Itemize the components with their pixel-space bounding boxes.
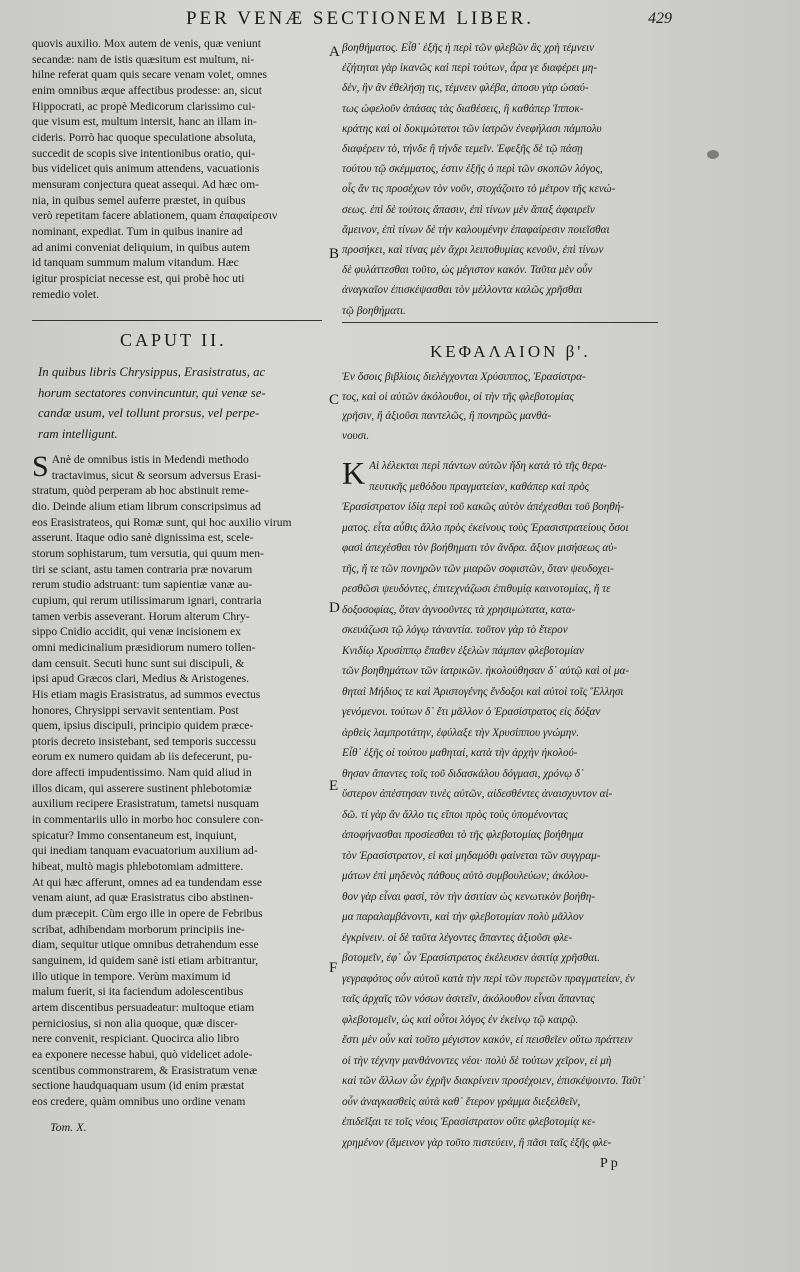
text-line: hibeat, multò magis phlebotomiam admittere. <box>32 860 244 874</box>
text-line: θον γὰρ εἶναι φασί, τὸν τὴν ἀσιτίαν ὡς κενωτικὸν βοήθη- <box>342 890 595 903</box>
text-line: nominant, expediat. Tum in quibus inanire ad <box>32 224 243 238</box>
text-line: tiri se sciant, astu tamen contraria præ novarum <box>32 562 253 576</box>
text-line: bus videlicet quis animum attendens, vacuationis <box>32 162 260 176</box>
chapter-title: CAPUT II. <box>120 330 227 350</box>
text-line: diam, sequitur utique omnibus detrahendum esse <box>32 938 259 952</box>
text-line: dore affecti impudentissimo. Nam quid aliud in <box>32 766 252 780</box>
text-line: remedio volet. <box>32 287 99 301</box>
text-line: ἀποφήνασθαι προσίεσθαι τὸ τῆς φλεβοτομίας βοήθημα <box>342 829 584 841</box>
text-line: πευτικῆς μεθόδου πραγματείαν, καθάπερ καὶ πρὸς <box>369 480 590 493</box>
chapter-summary <box>38 362 320 444</box>
text-line: Αὶ λέλεκται περὶ πάντων αὐτῶν ἤδη κατὰ τὸ τῆς θερα- <box>369 460 607 472</box>
text-line: tractavimus, sicut & seorsum adversus Erasi- <box>51 468 261 482</box>
text-line: χρῆσιν, ἢ ἀξιοῦσι παντελῶς, ἢ πονηρῶς μανθά- <box>342 410 552 423</box>
text-line: storum sophistarum, tum versutia, qui quum men- <box>32 546 264 560</box>
text-line: τούτου τῷ σκέμματος, ἐστιν ἑξῆς ὁ περὶ τῶν σκοπῶν λόγος, <box>342 163 603 176</box>
text-line: His etiam magis Erasistratus, ad summos evectus <box>32 687 261 701</box>
page-number: 429 <box>648 10 672 27</box>
greek-body <box>342 456 668 1153</box>
text-line: illo utique in tempore. Verùm maximum id <box>32 969 231 983</box>
text-line: sanguinem, id quidem sanè isti etiam arbitrantur, <box>32 954 259 967</box>
text-line: ἐπιδεῖξαι τε τοῖς νέοις Ἐρασίστρατον οὔτε φλεβοτομίᾳ κε- <box>342 1116 596 1128</box>
text-line: igitur prospiciat necesse est, qui probè hoc uti <box>32 271 245 285</box>
text-line: ματος. εἶτα αὖθις ἄλλο πρὸς ἐκείνους τοὺς Ἐρασιστρατείους ὅσοι <box>342 521 629 534</box>
text-line: φασὶ ἀπεχέσθαι τὸν βοήθηματι τὸν ἄνδρα. ἄξιον μισήσεως αὐ- <box>342 542 618 554</box>
text-line: θηταὶ Μήδιος τε καὶ Ἀριστογένης ἔνδοξοι καὶ αὐτοὶ τοῖς Ἕλλησι <box>342 685 624 698</box>
margin-letter: A <box>329 44 340 60</box>
text-line: οἱ τὴν τέχνην μανθάνοντες νέοι· πολὺ δὲ τούτων χεῖρον, εἰ μὴ <box>342 1054 612 1067</box>
text-line: ἐζήτηται γὰρ ἱκανῶς καὶ περὶ τούτων, ἆρα γε διαφέρει μη- <box>342 62 597 75</box>
text-line: scentibus commonstrarem, & Erasistratum venæ <box>32 1063 258 1077</box>
text-line: ἄμεινον, ἐπὶ τίνων δὲ τὴν καλουμένην ἐπαφαίρεσιν ποιεῖσθαι <box>342 223 610 236</box>
text-line: σεως. ἐπὶ δὲ τούτοις ἅπασιν, ἐπὶ τίνων μὲν ἅπαξ ἀφαιρεῖν <box>342 203 595 216</box>
section-divider <box>32 320 322 321</box>
text-line: id tanquam summum malum vitandum. Hæc <box>32 256 239 270</box>
text-line: sippo Cnidio accidit, qui venæ incisionem ex <box>32 625 241 639</box>
text-line: nere convenit, respiciant. Quocirca alio libro <box>32 1032 239 1046</box>
text-line: ἐγκρίνειν. οἱ δὲ ταῦτα λέγοντες ἅπαντες ἀξιοῦσι φλε- <box>342 931 573 944</box>
text-line: hilne referat quam quis secare venam volet, omnes <box>32 68 268 82</box>
text-line: horum sectatores convincuntur, qui venæ se- <box>38 385 266 400</box>
paper-stain <box>707 150 719 159</box>
text-line: Κνιδίῳ Χρυσίππῳ ἔπαθεν ἐξελὼν πάμπαν φλεβοτομίαν <box>342 644 584 657</box>
text-line: spicatur? Immo consentaneum est, inquiunt, <box>32 828 237 842</box>
text-line: succedit de scopis sive intentionibus oratio, qui- <box>32 146 256 160</box>
text-line: In quibus libris Chrysippus, Erasistratus, ac <box>38 365 266 379</box>
text-line: οὖν ἀναγκασθεὶς αὐτὰ καθ᾽ ἕτερον γράμμα διεξελθεῖν, <box>342 1095 581 1108</box>
text-line: scribat, adhibendam morborum principiis ine- <box>32 922 245 936</box>
text-line: stratum, quòd perperam ab hoc abstinuit reme- <box>32 484 249 498</box>
text-line: οἷς ἄν τις προσέχων τὸν νοῦν, στοχάζοιτο τὸ μέτρον τῆς κενώ- <box>342 183 616 196</box>
text-line: candæ usum, vel tollunt prorsus, vel perpe- <box>38 406 260 420</box>
text-line: cupium, qui rerum utilissimarum ignari, contraria <box>32 593 262 607</box>
text-line: τος, καὶ οἱ αὐτῶν ἀκόλουθοι, οἱ τὴν τῆς φλεβοτομίας <box>342 390 575 403</box>
drop-cap: Κ <box>342 455 366 491</box>
text-line: asserunt. Itaque odio sanè dignissima est, scele- <box>32 531 254 545</box>
text-line: ρεσθῶσι ψευδόντες, ἐπιτεχνάζωσι ἐπιθυμίᾳ καινοτομίας, ἥ τε <box>342 583 611 595</box>
text-line: eos credere, quàm omnibus uno ordine venam <box>32 1094 246 1108</box>
text-line: ἀρθεὶς λαμπροτάτην, ἐφύλαξε τὴν Χρυσίππου γνώμην. <box>342 726 580 739</box>
text-line: ipsi apud Græcos clari, Medius & Aristogenes. <box>32 672 250 686</box>
tome-footer: Tom. X. <box>50 1120 87 1134</box>
text-line: dam censuit. Secuti hunc sunt sui discipuli, & <box>32 656 245 670</box>
text-line: ἔστι μὲν οὖν καὶ τοῦτο μέγιστον κακόν, εἰ πεισθεῖεν οὕτω πράττειν <box>342 1034 633 1046</box>
text-line: honores, Chrysippi servavit sententiam. Post <box>32 703 239 717</box>
text-line: ptoris decreto insistebant, sed temporis successu <box>32 734 257 748</box>
text-line: καὶ τῶν ἄλλων ὧν ἐχρῆν διακρίνειν προσέχοιεν, ἐπισκέψοιντο. Ταῦτ᾽ <box>342 1075 646 1087</box>
text-line: βοηθήματος. Εἶθ᾽ ἑξῆς ἡ περὶ τῶν φλεβῶν ἃς χρὴ τέμνειν <box>342 42 595 54</box>
text-line: δὲν, ἣν ἂν ἐθελήσῃ τις, τέμνειν φλέβα, ἀποσυ γὰρ ὡσαύ- <box>342 82 589 95</box>
text-line: Anè de omnibus istis in Medendi methodo <box>51 453 249 466</box>
text-line: tamen verbis asseverant. Horum alterum Chry- <box>32 609 250 623</box>
text-line: ὕστερον ἀπέστησαν τινὲς αὐτῶν, αἰδεσθέντες ἀναισχυντον αἰ- <box>342 788 613 800</box>
text-line: νουσι. <box>342 429 370 442</box>
text-line: omni medicinalium præsidiorum numero tollen- <box>32 640 256 654</box>
greek-top-paragraph <box>342 38 668 321</box>
text-line: Ἐν ὅσοις βιβλίοις διελέγχονται Χρύσιππος, Ἐρασίστρα- <box>342 371 586 383</box>
margin-letter: B <box>329 246 340 262</box>
margin-letter: E <box>329 778 339 794</box>
text-line: dum præcepit. Cùm ergo ille in opere de Febribus <box>32 907 263 921</box>
margin-letter: C <box>329 392 340 408</box>
text-line: μάτων ἐπὶ μηδενὸς πάθους αὐτὸ συμβουλεύων; ἀκόλου- <box>342 870 589 882</box>
text-line: dio. Deinde alium etiam librum conscripsimus ad <box>32 499 261 513</box>
text-line: in commentariis ullo in morbo hoc consulere con- <box>32 813 264 827</box>
text-line: enim omnibus æque affectibus prodesse: an, sicut <box>32 83 263 97</box>
text-line: ad animi conveniat deliquium, in quibus autem <box>32 240 250 254</box>
text-line: τὸν Ἐρασίστρατον, εἰ καὶ μηδαμόθι φαίνεται τῶν συγγραμ- <box>342 849 601 862</box>
text-line: cideris. Porrò hac quoque speculatione absoluta, <box>32 130 256 144</box>
text-line: ταῖς ἀρχαῖς τῶν νόσων ἀσιτεῖν, ἀκόλουθον εἶναι ἅπαντας <box>342 993 595 1005</box>
text-line: τως ὠφελοῦν ἁπάσας τὰς διαθέσεις, ἢ καθάπερ Ἱπποκ- <box>342 102 584 115</box>
margin-letter: F <box>329 960 338 976</box>
text-line: eos Erasistrateos, qui Romæ sunt, qui hoc auxilio virum <box>32 515 292 529</box>
chapter-title-greek: ΚΕΦΑΛΑΙΟΝ β'. <box>430 342 591 361</box>
text-line: sectione haudquaquam usum (id enim præstat <box>32 1079 245 1093</box>
text-line: δὲ φυλάττεσθαι τοῦτο, ὡς μέγιστον κακόν. Ταῦτα μὲν οὖν <box>342 264 593 277</box>
text-line: προσήκει, καὶ τίνας μὲν ἄχρι λειποθυμίας κενοῦν, ἐπὶ τίνων <box>342 244 604 257</box>
text-line: τῶν βοηθημάτων τῶν ἰατρικῶν. ἠκολούθησαν δ᾽ αὐτῷ καὶ οἱ μα- <box>342 665 630 677</box>
text-line: σκευάζωσι τῷ λόγῳ τἀναντία. τοῦτον γὰρ τὸ ἕτερον <box>342 624 568 636</box>
text-line: quem, ipsius discipuli, principio quidem præce- <box>32 719 254 733</box>
drop-cap: S <box>32 450 49 483</box>
text-line: γεγραφότος οὖν αὐτοῦ κατὰ τὴν περὶ τῶν πυρετῶν πραγματείαν, ἐν <box>342 972 635 985</box>
text-line: perniciosius, si non alia quoque, quæ discer- <box>32 1016 238 1030</box>
latin-body <box>32 452 324 1110</box>
text-line: secandæ: nam de istis quæsitum est multum, ni- <box>32 52 255 66</box>
text-line: eorum ex numero quidam ab iis defecerunt, pu- <box>32 750 253 764</box>
signature-mark: P p <box>600 1156 618 1171</box>
text-line: mensuram conjectura queat assequi. Ad hæc om- <box>32 177 259 191</box>
latin-top-paragraph <box>32 36 324 302</box>
text-line: τῆς, ἥ τε τῶν πονηρῶν τῶν μιαρῶν σοφιστῶν, ὅταν ψευδοχει- <box>342 562 614 575</box>
text-line: δοξοσοφίας, ὅταν ἀγνοοῦντες τὰ χρησιμώτατα, κατα- <box>342 603 576 616</box>
text-line: Hippocrati, ac propè Medicorum clarissimo cui- <box>32 99 256 113</box>
text-line: φλεβοτομεῖν, ὡς καὶ οὗτοι λόγος ἐν ἐκείνῳ τῷ καιρῷ. <box>342 1013 579 1026</box>
text-line: βοτομεῖν, ἐφ᾽ ὧν Ἐρασίστρατος ἐκέλευσεν ἀσιτίᾳ χρῆσθαι. <box>342 952 600 964</box>
text-line: qui inediam tanquam evacuatorium auxilium ad- <box>32 844 258 858</box>
text-line: γενόμενοι. τούτων δ᾽ ἔτι μᾶλλον ὁ Ἐρασίστρατος εἰς δόξαν <box>342 706 601 718</box>
text-line: verò repetitam facere ablationem, quam ἐπαφαίρεσιν <box>32 209 278 223</box>
text-line: θησαν ἅπαντες τοῖς τοῦ διδασκάλου δόγμασι, χρόνῳ δ᾽ <box>342 767 584 780</box>
text-line: rerum studio adstruant: tum sapientiæ vanæ au- <box>32 578 253 592</box>
text-line: nia, in quibus semel auferre præstet, in quibus <box>32 193 246 207</box>
text-line: τῷ βοηθήματι. <box>342 304 406 317</box>
text-line: que visum est, multum intersit, hanc an illam in- <box>32 115 257 129</box>
text-line: χρημένον (ἄμεινον γὰρ τοῦτο πιστεύειν, ἢ πᾶσι ταῖς ἑξῆς φλε- <box>342 1136 612 1149</box>
text-line: quovis auxilio. Mox autem de venis, quæ veniunt <box>32 37 261 50</box>
chapter-summary-greek <box>342 368 664 446</box>
text-line: μα παραλαμβάνοντι, καὶ τὴν φλεβοτομίαν πολὺ μᾶλλον <box>342 911 584 923</box>
text-line: artem discentibus persuadeatur: multoque etiam <box>32 1000 255 1014</box>
text-line: ἀναγκαῖον ἐπισκέψασθαι τὸν μέλλοντα καλῶς χρῆσθαι <box>342 284 583 297</box>
text-line: Εἶθ᾽ ἑξῆς οἱ τούτου μαθηταί, κατὰ τὴν ἀρχὴν ἠκολού- <box>342 747 578 759</box>
text-line: illos dicam, qui asserere sustinent phlebotomiæ <box>32 781 252 795</box>
margin-letter: D <box>329 600 340 616</box>
text-line: malum fuerit, si ita faciendum adolescentibus <box>32 985 244 999</box>
section-divider <box>342 322 658 323</box>
text-line: ea exponere necesse habui, quò videlicet adole- <box>32 1047 253 1061</box>
running-head: PER VENÆ SECTIONEM LIBER. <box>185 8 535 29</box>
text-line: Ἐρασίστρατον ἰδίᾳ περὶ τοῦ κακῶς αὐτὸν ἀπέχεσθαι τοῦ βοηθή- <box>342 501 625 513</box>
text-line: κράτης καὶ οἱ δοκιμώτατοι τῶν ἰατρῶν ἐνεφήλασι πάμπολυ <box>342 122 602 135</box>
text-line: δῶ. τί γὰρ ἂν ἄλλο τις εἴποι πρὸς τοὺς ὑπομένοντας <box>342 808 568 821</box>
text-line: auxilium recipere Erasistratum, tametsi nusquam <box>32 797 259 811</box>
text-line: ram intelligunt. <box>38 426 118 441</box>
text-line: At qui hæc afferunt, omnes ad ea tundendam esse <box>32 875 262 889</box>
text-line: διαφέρειν τὸ, τήνδε ἢ τήνδε τεμεῖν. Ἐφεξῆς δὲ τῷ πάσῃ <box>342 143 583 156</box>
text-line: venam aiunt, ad quæ Erasistratus cibo abstinen- <box>32 891 254 905</box>
